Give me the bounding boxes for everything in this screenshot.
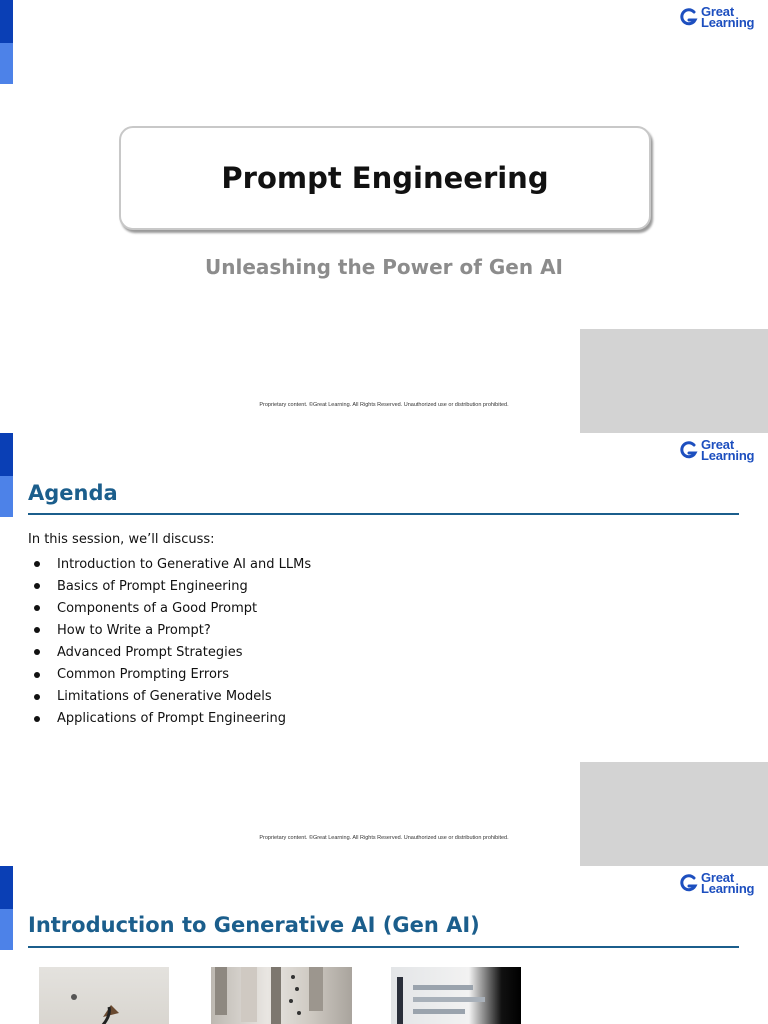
intro-heading: Introduction to Generative AI (Gen AI) bbox=[28, 913, 480, 937]
bullet-icon bbox=[34, 561, 40, 567]
slide-title bbox=[0, 0, 768, 433]
bullet-icon bbox=[34, 716, 40, 722]
list-item-text: Introduction to Generative AI and LLMs bbox=[57, 556, 312, 572]
slide-intro-gen-ai bbox=[0, 866, 768, 1024]
logo-line2: Learning bbox=[701, 881, 755, 896]
great-learning-logo bbox=[679, 4, 754, 30]
photo-robot-arms bbox=[211, 967, 352, 1024]
photo-sketching bbox=[39, 967, 169, 1024]
agenda-list bbox=[34, 553, 311, 730]
logo-line2: Learning bbox=[701, 448, 755, 463]
agenda-intro: In this session, we’ll discuss: bbox=[28, 532, 215, 547]
gray-placeholder bbox=[580, 762, 768, 866]
bullet-icon bbox=[34, 649, 40, 655]
agenda-heading: Agenda bbox=[28, 481, 118, 505]
list-item-text: Basics of Prompt Engineering bbox=[57, 578, 248, 594]
list-item bbox=[34, 575, 311, 597]
accent-bar-dark bbox=[0, 866, 13, 909]
list-item-text: Components of a Good Prompt bbox=[57, 600, 258, 616]
heading-rule bbox=[28, 946, 739, 948]
list-item bbox=[34, 708, 311, 730]
list-item bbox=[34, 597, 311, 619]
footer-notice: Proprietary content. ©Great Learning. All Rights Reserved. Unauthorized use or distribution prohibited. bbox=[259, 402, 509, 408]
bullet-icon bbox=[34, 605, 40, 611]
g-logo-icon bbox=[679, 6, 699, 28]
gray-placeholder bbox=[580, 329, 768, 433]
accent-bar-dark bbox=[0, 433, 13, 476]
list-item-text: Common Prompting Errors bbox=[57, 667, 230, 683]
accent-bar-light bbox=[0, 43, 13, 84]
list-item bbox=[34, 641, 311, 663]
slide-subtitle: Unleashing the Power of Gen AI bbox=[204, 255, 563, 279]
title-box bbox=[119, 126, 651, 230]
logo-line2: Learning bbox=[701, 15, 755, 30]
heading-rule bbox=[28, 513, 739, 515]
footer-notice: Proprietary content. ©Great Learning. All Rights Reserved. Unauthorized use or distribution prohibited. bbox=[259, 835, 509, 841]
bullet-icon bbox=[34, 583, 40, 589]
photo-code-screen bbox=[391, 967, 521, 1024]
great-learning-logo bbox=[679, 437, 754, 463]
list-item-text: Applications of Prompt Engineering bbox=[57, 711, 286, 727]
g-logo-icon bbox=[679, 439, 699, 461]
bullet-icon bbox=[34, 672, 40, 678]
bullet-icon bbox=[34, 627, 40, 633]
slide-agenda bbox=[0, 433, 768, 866]
list-item bbox=[34, 619, 311, 641]
list-item-text: Limitations of Generative Models bbox=[57, 689, 272, 705]
accent-bar-light bbox=[0, 909, 13, 950]
slide-title-text: Prompt Engineering bbox=[221, 161, 549, 195]
list-item-text: How to Write a Prompt? bbox=[57, 622, 211, 638]
list-item bbox=[34, 663, 311, 685]
logo-line1: Great bbox=[701, 437, 734, 452]
accent-bar-light bbox=[0, 476, 13, 517]
bullet-icon bbox=[34, 694, 40, 700]
g-logo-icon bbox=[679, 872, 699, 894]
list-item bbox=[34, 553, 311, 575]
list-item bbox=[34, 686, 311, 708]
logo-line1: Great bbox=[701, 870, 734, 885]
great-learning-logo bbox=[679, 870, 754, 896]
list-item-text: Advanced Prompt Strategies bbox=[57, 644, 243, 660]
logo-line1: Great bbox=[701, 4, 734, 19]
accent-bar-dark bbox=[0, 0, 13, 43]
